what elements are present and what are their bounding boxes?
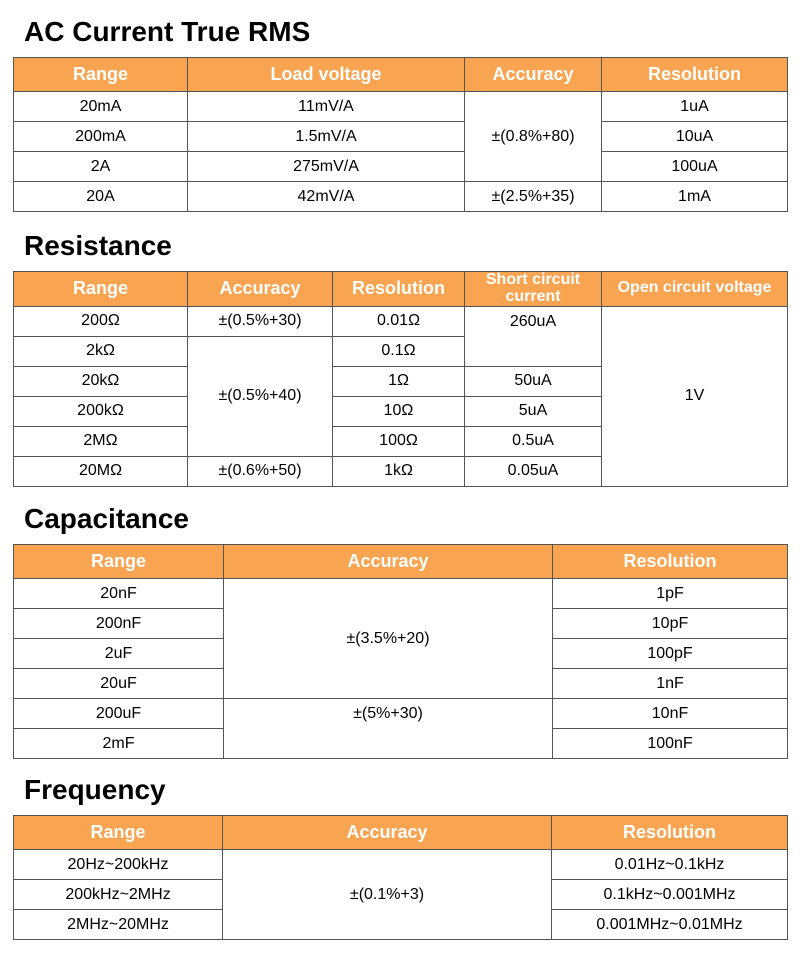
short-circuit-cell: 50uA bbox=[465, 366, 602, 396]
short-circuit-cell: 0.05uA bbox=[465, 456, 602, 486]
range-cell: 200mA bbox=[14, 122, 188, 152]
short-circuit-cell: 5uA bbox=[465, 396, 602, 426]
capacitance-title: Capacitance bbox=[24, 503, 189, 534]
resolution-cell: 0.01Ω bbox=[333, 306, 465, 336]
open-voltage-cell: 1V bbox=[602, 306, 788, 486]
resolution-cell: 1kΩ bbox=[333, 456, 465, 486]
header-accuracy: Accuracy bbox=[224, 545, 553, 579]
resolution-cell: 1mA bbox=[602, 182, 788, 212]
range-cell: 200kΩ bbox=[14, 396, 188, 426]
table-row bbox=[14, 579, 788, 609]
header-resolution: Resolution bbox=[553, 545, 788, 579]
header-short-circuit-current: Short circuit current bbox=[465, 272, 602, 307]
resolution-cell: 100uA bbox=[602, 152, 788, 182]
table-row bbox=[14, 699, 788, 729]
range-cell: 200uF bbox=[14, 699, 224, 729]
range-cell: 2A bbox=[14, 152, 188, 182]
resolution-cell: 0.1kHz~0.001MHz bbox=[552, 880, 788, 910]
resolution-cell: 100Ω bbox=[333, 426, 465, 456]
resolution-cell: 0.01Hz~0.1kHz bbox=[552, 850, 788, 880]
resolution-cell: 1nF bbox=[553, 669, 788, 699]
range-cell: 2MHz~20MHz bbox=[14, 910, 223, 940]
ac-current-title: AC Current True RMS bbox=[24, 16, 311, 47]
header-resolution: Resolution bbox=[552, 816, 788, 850]
header-open-circuit-voltage: Open circuit voltage bbox=[602, 272, 788, 307]
resolution-cell: 0.1Ω bbox=[333, 336, 465, 366]
resistance-title: Resistance bbox=[24, 230, 172, 261]
frequency-title: Frequency bbox=[24, 774, 166, 805]
resolution-cell: 10nF bbox=[553, 699, 788, 729]
accuracy-cell: ±(0.1%+3) bbox=[223, 850, 552, 940]
range-cell: 2MΩ bbox=[14, 426, 188, 456]
accuracy-cell: ±(0.6%+50) bbox=[188, 456, 333, 486]
table-row bbox=[14, 122, 788, 152]
table-header-row bbox=[14, 816, 788, 850]
table-row bbox=[14, 92, 788, 122]
accuracy-cell: ±(0.8%+80) bbox=[465, 92, 602, 182]
header-accuracy: Accuracy bbox=[188, 272, 333, 307]
resolution-cell: 0.001MHz~0.01MHz bbox=[552, 910, 788, 940]
table-header-row bbox=[14, 58, 788, 92]
load-voltage-cell: 42mV/A bbox=[188, 182, 465, 212]
accuracy-cell: ±(0.5%+40) bbox=[188, 336, 333, 456]
range-cell: 2kΩ bbox=[14, 336, 188, 366]
accuracy-cell: ±(5%+30) bbox=[224, 699, 553, 759]
resolution-cell: 1uA bbox=[602, 92, 788, 122]
header-range: Range bbox=[14, 545, 224, 579]
range-cell: 2uF bbox=[14, 639, 224, 669]
resolution-cell: 10Ω bbox=[333, 396, 465, 426]
frequency-table bbox=[13, 815, 788, 940]
range-cell: 200nF bbox=[14, 609, 224, 639]
short-circuit-cell: 0.5uA bbox=[465, 426, 602, 456]
range-cell: 20MΩ bbox=[14, 456, 188, 486]
range-cell: 2mF bbox=[14, 729, 224, 759]
header-load-voltage: Load voltage bbox=[188, 58, 465, 92]
accuracy-cell: ±(0.5%+30) bbox=[188, 306, 333, 336]
range-cell: 20mA bbox=[14, 92, 188, 122]
table-row bbox=[14, 152, 788, 182]
load-voltage-cell: 275mV/A bbox=[188, 152, 465, 182]
resistance-table bbox=[13, 271, 788, 487]
accuracy-cell: ±(3.5%+20) bbox=[224, 579, 553, 699]
resolution-cell: 10uA bbox=[602, 122, 788, 152]
header-resolution: Resolution bbox=[602, 58, 788, 92]
table-row bbox=[14, 306, 788, 336]
header-accuracy: Accuracy bbox=[223, 816, 552, 850]
load-voltage-cell: 1.5mV/A bbox=[188, 122, 465, 152]
header-accuracy: Accuracy bbox=[465, 58, 602, 92]
capacitance-table bbox=[13, 544, 788, 759]
range-cell: 20uF bbox=[14, 669, 224, 699]
table-header-row bbox=[14, 545, 788, 579]
header-range: Range bbox=[14, 816, 223, 850]
range-cell: 200kHz~2MHz bbox=[14, 880, 223, 910]
range-cell: 20Hz~200kHz bbox=[14, 850, 223, 880]
resolution-cell: 1Ω bbox=[333, 366, 465, 396]
short-circuit-cell: 260uA bbox=[465, 306, 602, 366]
range-cell: 20A bbox=[14, 182, 188, 212]
header-range: Range bbox=[14, 58, 188, 92]
table-header-row bbox=[14, 272, 788, 307]
range-cell: 20kΩ bbox=[14, 366, 188, 396]
accuracy-cell: ±(2.5%+35) bbox=[465, 182, 602, 212]
range-cell: 200Ω bbox=[14, 306, 188, 336]
table-row bbox=[14, 850, 788, 880]
resolution-cell: 100nF bbox=[553, 729, 788, 759]
header-resolution: Resolution bbox=[333, 272, 465, 307]
ac-current-table bbox=[13, 57, 788, 212]
resolution-cell: 1pF bbox=[553, 579, 788, 609]
range-cell: 20nF bbox=[14, 579, 224, 609]
resolution-cell: 10pF bbox=[553, 609, 788, 639]
load-voltage-cell: 11mV/A bbox=[188, 92, 465, 122]
table-row bbox=[14, 182, 788, 212]
header-range: Range bbox=[14, 272, 188, 307]
resolution-cell: 100pF bbox=[553, 639, 788, 669]
